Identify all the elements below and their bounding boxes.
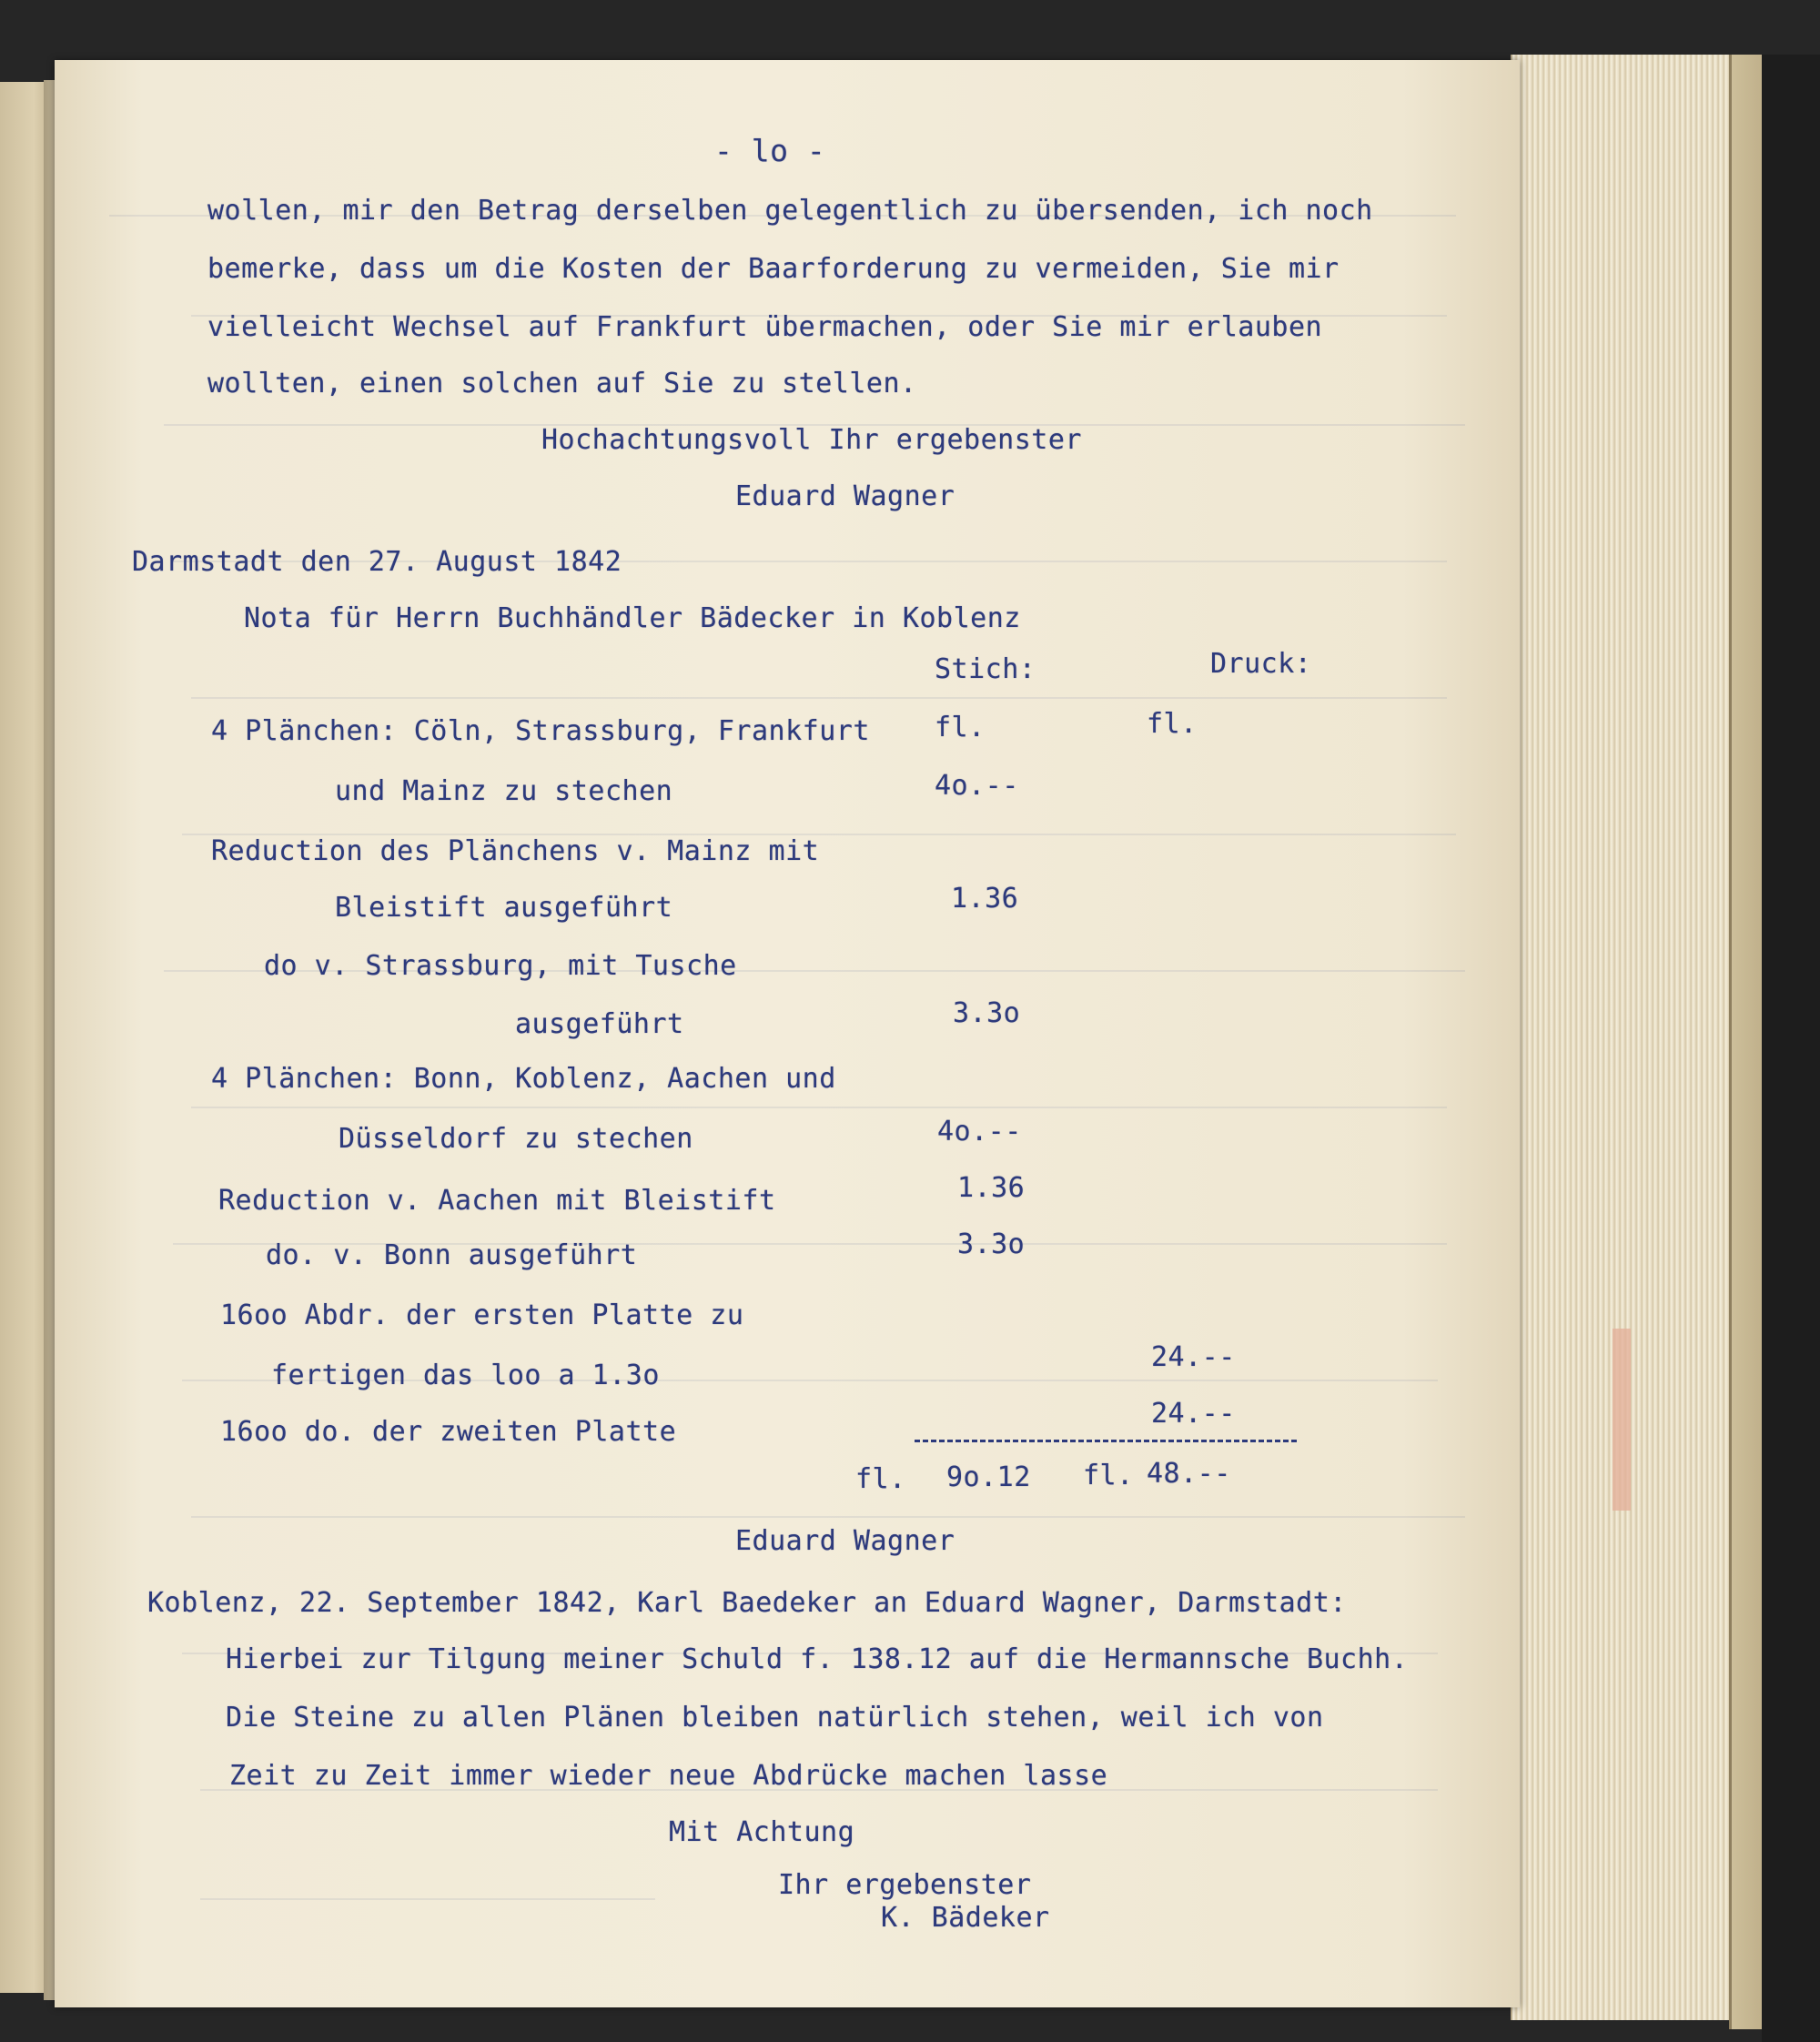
nota-title: Nota für Herrn Buchhändler Bädecker in Koblenz: [244, 602, 1021, 634]
reply-line: Hierbei zur Tilgung meiner Schuld f. 138.12 auf die Hermannsche Buchh.: [226, 1643, 1409, 1675]
reply-line: Die Steine zu allen Plänen bleiben natürlich stehen, weil ich von: [226, 1702, 1324, 1734]
nota-row-druck: 24.--: [1151, 1398, 1236, 1430]
nota-row-desc: do v. Strassburg, mit Tusche: [264, 950, 737, 982]
nota-row-stich: 4o.--: [937, 1116, 1022, 1147]
nota-row-desc: 4 Plänchen: Bonn, Koblenz, Aachen und: [211, 1063, 836, 1095]
nota-row-desc: Reduction v. Aachen mit Bleistift: [218, 1185, 776, 1217]
nota-row-stich: 4o.--: [935, 770, 1019, 802]
reply-header: Koblenz, 22. September 1842, Karl Baedeker an Eduard Wagner, Darmstadt:: [147, 1587, 1347, 1619]
letter-line: bemerke, dass um die Kosten der Baarforderung zu vermeiden, Sie mir: [207, 253, 1340, 285]
nota-row-desc: Reduction des Plänchens v. Mainz mit: [211, 835, 820, 867]
reply-signature: K. Bädeker: [881, 1902, 1050, 1934]
nota-row-stich: 3.3o: [957, 1228, 1026, 1260]
signature: Eduard Wagner: [735, 1525, 956, 1557]
nota-row-desc: fertigen das loo a 1.3o: [271, 1360, 660, 1391]
letter-line: wollen, mir den Betrag derselben gelegentlich zu übersenden, ich noch: [207, 195, 1373, 227]
reply-closing: Mit Achtung: [669, 1816, 855, 1848]
nota-row-desc: Düsseldorf zu stechen: [339, 1123, 693, 1155]
nota-row-stich: 3.3o: [953, 997, 1021, 1029]
nota-row-desc: do. v. Bonn ausgeführt: [266, 1239, 638, 1271]
unit-druck: fl.: [1147, 708, 1198, 740]
letter-line: wollten, einen solchen auf Sie zu stellen.: [207, 368, 917, 399]
total-stich: 9o.12: [946, 1461, 1031, 1493]
column-header-druck: Druck:: [1210, 648, 1312, 680]
page-number: - lo -: [714, 133, 826, 168]
dateline: Darmstadt den 27. August 1842: [132, 546, 622, 578]
unit-stich: fl.: [935, 712, 986, 743]
total-label-druck: fl.: [1083, 1460, 1134, 1491]
total-rule: [915, 1440, 1297, 1442]
nota-row-desc: 4 Plänchen: Cöln, Strassburg, Frankfurt: [211, 715, 870, 747]
nota-row-desc: Bleistift ausgeführt: [335, 892, 673, 924]
nota-row-desc: 16oo do. der zweiten Platte: [220, 1416, 677, 1448]
total-label-stich: fl.: [855, 1463, 906, 1495]
signature: Eduard Wagner: [735, 480, 956, 512]
nota-row-desc: ausgeführt: [515, 1008, 684, 1040]
nota-row-desc: und Mainz zu stechen: [335, 775, 673, 807]
reply-closing: Ihr ergebenster: [778, 1869, 1032, 1901]
nota-row-stich: 1.36: [957, 1172, 1026, 1204]
total-druck: 48.--: [1147, 1458, 1231, 1490]
column-header-stich: Stich:: [935, 653, 1036, 685]
closing-phrase: Hochachtungsvoll Ihr ergebenster: [541, 424, 1082, 456]
letter-line: vielleicht Wechsel auf Frankfurt übermachen, oder Sie mir erlauben: [207, 311, 1323, 343]
nota-row-druck: 24.--: [1151, 1341, 1236, 1373]
reply-line: Zeit zu Zeit immer wieder neue Abdrücke machen lasse: [229, 1760, 1108, 1792]
nota-row-stich: 1.36: [951, 883, 1019, 915]
nota-row-desc: 16oo Abdr. der ersten Platte zu: [220, 1299, 744, 1331]
